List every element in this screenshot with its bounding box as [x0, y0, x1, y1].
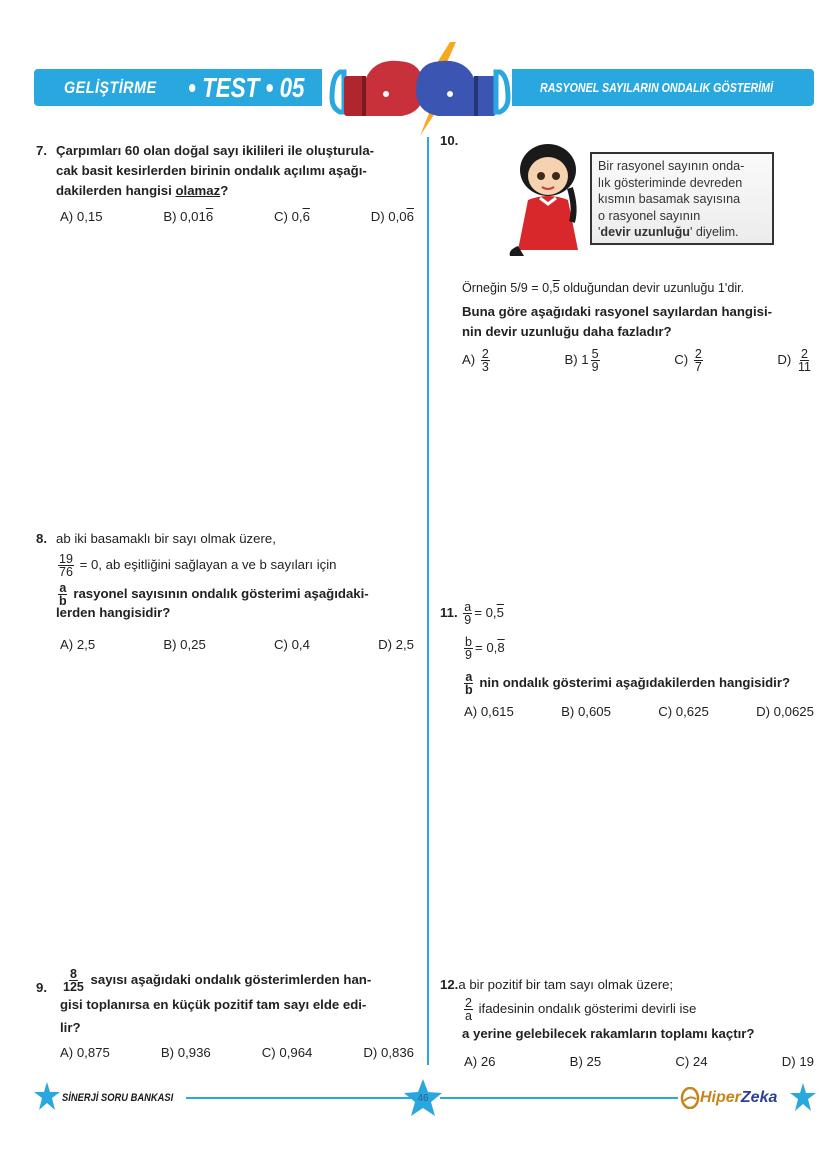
- question-text: nin ondalık gösterimi aşağıdakilerden hangisidir?: [479, 674, 791, 690]
- question-text: lir?: [60, 1020, 81, 1036]
- question-text: ?: [220, 183, 229, 198]
- option-b[interactable]: B) 0,25: [163, 637, 206, 652]
- question-text: a bir pozitif bir tam sayı olmak üzere;: [458, 977, 674, 992]
- header-left-banner: [34, 69, 322, 106]
- series-name: SİNERJİ SORU BANKASI: [62, 1092, 174, 1104]
- option-c[interactable]: C) $\frac{2}{7}$: [674, 347, 702, 374]
- question-text: Buna göre aşağıdaki rasyonel sayılardan hangisi-: [462, 304, 773, 319]
- test-number: • TEST • 05: [188, 72, 305, 103]
- question-number: 10.: [440, 133, 459, 148]
- emphasis-text: devir uzunluğu: [600, 225, 690, 239]
- question-number: 9.: [36, 980, 47, 995]
- option-b[interactable]: B) 0,936: [160, 1045, 211, 1061]
- question-10: [462, 278, 814, 373]
- speech-text: o rasyonel sayının: [598, 208, 701, 223]
- equation: = 0,: [474, 604, 497, 620]
- option-b[interactable]: B) 1 $\frac{5}{9}$: [564, 347, 599, 374]
- brand-logo: HiperZeka: [700, 1089, 778, 1106]
- question-number: 8.: [36, 531, 47, 546]
- option-c[interactable]: C) 0,964: [261, 1045, 313, 1061]
- equation: = 0,: [474, 639, 498, 655]
- question-8: [36, 529, 414, 655]
- option-d[interactable]: D) 0,836: [363, 1045, 414, 1061]
- option-d[interactable]: D) 2,5: [378, 637, 414, 652]
- topic-title: RASYONEL SAYILARIN ONDALIK GÖSTERİMİ: [540, 80, 773, 95]
- page-number: 46: [417, 1093, 429, 1104]
- option-b[interactable]: B) 0,016: [163, 209, 214, 224]
- option-a[interactable]: A) 0,15: [60, 209, 103, 224]
- question-text: lerden hangisidir?: [56, 605, 171, 620]
- speech-text: Bir rasyonel sayının onda-: [598, 159, 745, 173]
- question-number: 7.: [36, 143, 47, 158]
- option-a[interactable]: A) 2,5: [60, 637, 96, 652]
- girl-illustration-icon: [500, 138, 600, 260]
- star-logo-icon: [790, 1083, 816, 1113]
- question-11: 11. $\frac{a}{9}$ = 0,5 $\frac{b}{9}$ = 0,8 $\frac{a}{b}$ nin ondalık gösterimi aşağıdakilerden hangisidir? A) 0,615 B) 0,605 C) 0,625 D) 0,0625: [440, 601, 814, 722]
- question-text: ifadesinin ondalık gösterimi devirli ise: [478, 1000, 697, 1016]
- question-text: cak basit kesirlerden birinin ondalık açılımı aşağı-: [56, 163, 367, 178]
- question-text: dakilerden hangisi: [56, 183, 176, 198]
- speech-text: kısmın basamak sayısına: [598, 192, 741, 206]
- question-7: [36, 141, 414, 227]
- speech-text: lık gösteriminde devreden: [598, 175, 743, 190]
- option-c[interactable]: C) 0,4: [274, 637, 310, 652]
- column-divider: [427, 137, 429, 1065]
- option-b[interactable]: B) 0,605: [561, 704, 611, 719]
- option-c[interactable]: C) 0,625: [658, 704, 709, 719]
- brand-egg-icon: [680, 1087, 700, 1109]
- boxing-gloves-icon: [322, 38, 518, 138]
- question-12: 12.a bir pozitif bir tam sayı olmak üzere; $\frac{2}{a}$ ifadesinin ondalık gösterimi devirli ise a yerine gelebilecek rakamların toplamı kaçtır? A) 26 B) 25 C) 24 D) 19: [440, 975, 814, 1072]
- question-text: = 0, ab eşitliğini sağlayan a ve b sayıları için: [79, 556, 337, 572]
- speech-bubble: Bir rasyonel sayının onda- lık gösteriminde devreden kısmın basamak sayısına o rasyonel sayının 'devir uzunluğu' diyelim.: [590, 152, 774, 245]
- header-right-banner: [512, 69, 814, 106]
- section-label: GELİŞTİRME: [64, 78, 157, 97]
- question-number: 12.: [440, 977, 459, 992]
- option-d[interactable]: D) 19: [781, 1054, 814, 1069]
- question-text: gisi toplanırsa en küçük pozitif tam sayı elde edi-: [60, 997, 367, 1013]
- emphasis-text: olamaz: [175, 183, 221, 198]
- option-d[interactable]: D) $\frac{2}{11}$: [777, 347, 811, 374]
- question-text: Çarpımları 60 olan doğal sayı ikilileri ile oluşturula-: [56, 143, 375, 158]
- star-logo-icon: [34, 1082, 60, 1112]
- question-text: a yerine gelebilecek rakamların toplamı kaçtır?: [462, 1026, 755, 1041]
- footer-rule: [440, 1097, 678, 1099]
- fraction: $\frac{a}{b}$: [59, 581, 67, 608]
- question-text: rasyonel sayısının ondalık gösterimi aşağıdaki-: [73, 585, 369, 601]
- option-a[interactable]: A) 0,875: [60, 1045, 110, 1061]
- fraction: $\frac{8}{125}$: [63, 967, 84, 995]
- option-d[interactable]: D) 0,06: [370, 209, 414, 224]
- option-a[interactable]: A) 0,615: [464, 704, 514, 719]
- option-b[interactable]: B) 25: [569, 1054, 602, 1069]
- question-text: sayısı aşağıdaki ondalık gösterimlerden han-: [90, 972, 372, 987]
- question-text: ab iki basamaklı bir sayı olmak üzere,: [56, 531, 276, 546]
- option-a[interactable]: A) 26: [464, 1054, 496, 1069]
- example-text: Örneğin 5/9 = 0,5 olduğundan devir uzunluğu 1'dir.: [462, 281, 745, 295]
- question-text: nin devir uzunluğu daha fazladır?: [462, 324, 672, 339]
- option-c[interactable]: C) 0,6: [273, 209, 310, 224]
- option-a[interactable]: A) $\frac{2}{3}$: [462, 347, 489, 374]
- option-c[interactable]: C) 24: [675, 1054, 708, 1069]
- question-number: 11.: [440, 604, 458, 620]
- option-d[interactable]: D) 0,0625: [756, 704, 814, 719]
- footer-rule: [186, 1097, 416, 1099]
- question-9: [36, 968, 414, 1064]
- fraction: $\frac{19}{76}$: [59, 552, 73, 579]
